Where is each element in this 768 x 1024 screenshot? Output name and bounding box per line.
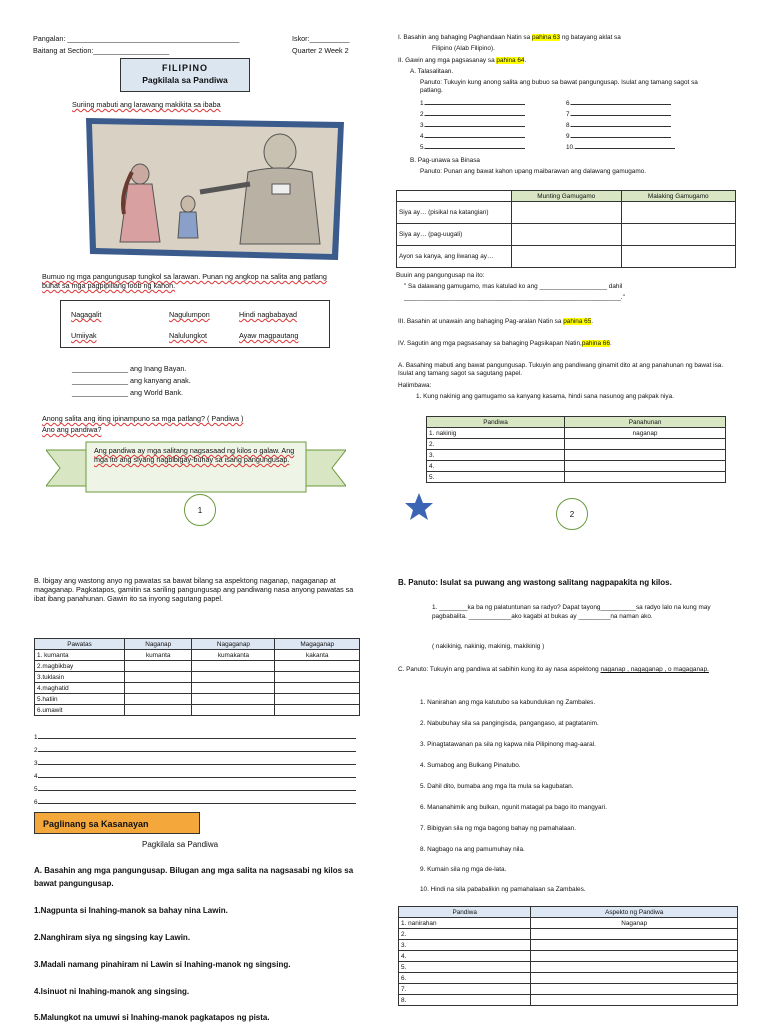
table-cell: 6.umawit bbox=[35, 705, 125, 716]
page-number-badge: 1 bbox=[184, 494, 216, 526]
buuin-quote: " Sa dalawang gamugamo, mas katulad ko ang ___________________ dahil bbox=[404, 283, 623, 290]
pag-unawa-panuto: Panuto: Punan ang bawat kahon upang maibarawan ang dalawang gamugamo. bbox=[420, 168, 646, 175]
puwang-item: 1. ________ka ba ng palatuntunan sa radyo? Dapat tayong__________sa radyo lalo na kung may pagbabalita. ____________ako kagabi at bukas ay _________na naman ako. bbox=[432, 604, 711, 620]
pawatas-table bbox=[34, 638, 360, 716]
table-cell: Naganap bbox=[531, 918, 738, 929]
table-cell: 1. nakinig bbox=[427, 428, 565, 439]
page-subtitle: Pagkilala sa Pandiwa bbox=[142, 75, 228, 85]
sentence-item: 3.Madali namang pinahiram ni Lawin si Inahing-manok ng singsing. bbox=[34, 960, 291, 969]
answer-lines-left: 1. 2. 3. 4. 5. bbox=[420, 100, 525, 155]
choice-item: Hindi nagbabayad bbox=[239, 310, 297, 319]
table-cell: 1. nanirahan bbox=[399, 918, 531, 929]
pagkilala-subtitle: Pagkilala sa Pandiwa bbox=[142, 840, 219, 849]
buuin-label: Buuin ang pangungusap na ito: bbox=[396, 272, 485, 279]
table-cell bbox=[565, 472, 726, 483]
table-cell: 5.hatiin bbox=[35, 694, 125, 705]
table-cell: 4. bbox=[399, 951, 531, 962]
puwang-choices: ( nakikinig, nakinig, makinig, makikinig ) bbox=[432, 643, 545, 650]
definition-text: Ang pandiwa ay mga salitang nagsasaad ng kilos o galaw. Ang mga ito ang siyang nagbibigay-buhay sa isang pangungusap. bbox=[94, 446, 295, 464]
definition-ribbon bbox=[46, 440, 346, 496]
c-sentence: 2. Nabubuhay sila sa pangingisda, pangangaso, at pagtatanim. bbox=[420, 720, 599, 727]
table-header: Pandiwa bbox=[427, 417, 565, 428]
talasalitaan-label: A. Talasalitaan. bbox=[410, 68, 454, 75]
sentence-item: 1.Nagpunta si Inahing-manok sa bahay nina Lawin. bbox=[34, 906, 228, 915]
table-cell: kumakanta bbox=[192, 650, 275, 661]
c-sentence: 7. Bibigyan sila ng mga bagong bahay ng pamahalaan. bbox=[420, 825, 576, 832]
pag-unawa-label: B. Pag-unawa sa Binasa bbox=[410, 157, 480, 164]
choice-item: Nagagalit bbox=[71, 310, 102, 319]
c-sentence: 9. Kumain sila ng mga de-lata. bbox=[420, 866, 507, 873]
blank-sentence: ______________ ang World Bank. bbox=[72, 388, 183, 397]
item-2: II. Gawin ang mga pagsasanay sa pahina 64. bbox=[398, 57, 527, 64]
c-sentence: 4. Sumabog ang Bulkang Pinatubo. bbox=[420, 762, 521, 769]
question-1: Anong salita ang iting ipinampuno sa mga patlang? ( Pandiwa ) bbox=[42, 414, 244, 423]
baitang-field: Baitang at Section:___________________ bbox=[33, 46, 170, 55]
table-cell: 2.magbikbay bbox=[35, 661, 125, 672]
pawatas-instruction: B. Ibigay ang wastong anyo ng pawatas sa bawat bilang sa aspektong naganap, nagaganap at magaganap. Pagkatapos, gamitin sa sariling pangungusap ang pandiwang nasa anyong pawatas sa ibat ibang panahunan. Gawin ito sa inyong sagutang papel. bbox=[34, 576, 354, 603]
table-cell: naganap bbox=[565, 428, 726, 439]
pangalan-field: Pangalan: ___________________________________________ bbox=[33, 34, 240, 43]
table-cell bbox=[565, 461, 726, 472]
gamugamo-table bbox=[396, 190, 736, 268]
iskor-field: Iskor:__________ bbox=[292, 34, 350, 43]
c-sentence: 8. Nagbago na ang pamumuhay nila. bbox=[420, 846, 525, 853]
title-box bbox=[120, 58, 250, 92]
sentence-item: 2.Nanghiram siya ng singsing kay Lawin. bbox=[34, 933, 191, 942]
table-cell bbox=[565, 439, 726, 450]
quarter-label: Quarter 2 Week 2 bbox=[292, 46, 349, 55]
halimbawa-example: 1. Kung nakinig ang gamugamo sa kanyang kasama, hindi sana nasunog ang pakpak niya. bbox=[416, 393, 674, 400]
table-cell: 4.maghatid bbox=[35, 683, 125, 694]
halimbawa-label: Halimbawa: bbox=[398, 382, 432, 389]
table-cell: 8. bbox=[399, 995, 531, 1006]
table-header: Magaganap bbox=[275, 639, 360, 650]
table-header: Panahunan bbox=[565, 417, 726, 428]
table-header: Pawatas bbox=[35, 639, 125, 650]
table-cell: 2. bbox=[399, 929, 531, 940]
aspekto-table bbox=[398, 906, 738, 1006]
choice-item: Umiiyak bbox=[71, 331, 97, 340]
bilugan-instruction: A. Basahin ang mga pangungusap. Bilugan ang mga salita na nagsasabi ng kilos sa bawat pangungusap. bbox=[34, 866, 354, 888]
table-cell: 1. kumanta bbox=[35, 650, 125, 661]
choice-item: Nagulumpon bbox=[169, 310, 210, 319]
table-header: Nagaganap bbox=[192, 639, 275, 650]
table-header: Munting Gamugamo bbox=[512, 191, 622, 202]
item-1: I. Basahin ang bahaging Paghandaan Natin sa pahina 63 ng batayang aklat sa bbox=[398, 34, 621, 41]
table-cell: kumanta bbox=[124, 650, 192, 661]
table-cell: 2. bbox=[427, 439, 565, 450]
bumuo-instruction: Bumuo ng mga pangungusap tungkol sa larawan. Punan ng angkop na salita ang patlang buhat sa mga pagpipiliang loob ng kahon. bbox=[42, 272, 327, 290]
table-cell: 3. bbox=[399, 940, 531, 951]
star-icon bbox=[404, 492, 434, 527]
table-cell bbox=[565, 450, 726, 461]
pandiwa-instruction: A. Basahing mabuti ang bawat pangungusap. Tukuyin ang pandiwang ginamit dito at ang panahunan ng bawat isa. Isulat ang tamang sagot sa sagutang papel. bbox=[398, 362, 724, 377]
c-sentence: 5. Dahil dito, bumaba ang mga Ita mula sa kagubatan. bbox=[420, 783, 574, 790]
instruction-text: Suriing mabuti ang larawang makikita sa ibaba bbox=[72, 100, 221, 109]
choice-item: Ayaw magpautang bbox=[239, 331, 299, 340]
table-header: Malaking Gamugamo bbox=[621, 191, 735, 202]
sentence-item: 4.Isinuot ni Inahing-manok ang singsing. bbox=[34, 987, 190, 996]
aspekto-panuto: C. Panuto: Tukuyin ang pandiwa at sabihin kung ito ay nasa aspektong naganap , nagaganap , o magaganap. bbox=[398, 666, 709, 673]
table-cell: 7. bbox=[399, 984, 531, 995]
sentence-lines: 1 2 3 4 5 6 bbox=[34, 734, 356, 812]
cartoon-illustration bbox=[80, 114, 350, 262]
table-cell: kakanta bbox=[275, 650, 360, 661]
table-header: Pandiwa bbox=[399, 907, 531, 918]
table-cell: 5. bbox=[427, 472, 565, 483]
table-header: Aspekto ng Pandiwa bbox=[531, 907, 738, 918]
page-title: FILIPINO bbox=[162, 63, 208, 73]
c-sentence: 1. Nanirahan ang mga katutubo sa kabundukan ng Zambales. bbox=[420, 699, 596, 706]
talasalitaan-panuto: Panuto: Tukuyin kung anong salita ang bubuo sa bawat pangungusap. Isulat ang tamang sagot sa patlang. bbox=[420, 79, 698, 94]
table-header: Naganap bbox=[124, 639, 192, 650]
table-header bbox=[397, 191, 512, 202]
table-cell: 3. bbox=[427, 450, 565, 461]
table-cell: 6. bbox=[399, 973, 531, 984]
c-sentence: 10. Hindi na sila pababalikin ng pamahalaan sa Zambales. bbox=[420, 886, 586, 893]
table-cell: Siya ay… (pag-uugali) bbox=[397, 224, 512, 246]
puwang-heading: B. Panuto: Isulat sa puwang ang wastong salitang nagpapakita ng kilos. bbox=[398, 578, 672, 587]
sentence-item: 5.Malungkot na umuwi si Inahing-manok pagkatapos ng pista. bbox=[34, 1013, 270, 1022]
paglinang-banner: Paglinang sa Kasanayan bbox=[34, 812, 200, 834]
table-cell: 5. bbox=[399, 962, 531, 973]
c-sentence: 3. Pinagtatawanan pa sila ng kapwa nila Pilipinong mag-aaral. bbox=[420, 741, 596, 748]
table-cell: Siya ay… (pisikal na katangian) bbox=[397, 202, 512, 224]
table-cell: 4. bbox=[427, 461, 565, 472]
question-2: Ano ang pandiwa? bbox=[42, 425, 102, 434]
choice-item: Nalulungkot bbox=[169, 331, 207, 340]
buuin-quote-end: _____________________________________________________________." bbox=[404, 294, 625, 301]
blank-sentence: ______________ ang Inang Bayan. bbox=[72, 364, 187, 373]
item-1-book: Filipino (Alab Filipino). bbox=[432, 45, 495, 52]
blank-sentence: ______________ ang kanyang anak. bbox=[72, 376, 191, 385]
item-4: IV. Sagutin ang mga pagsasanay sa bahaging Pagsikapan Natin,pahina 66. bbox=[398, 340, 612, 347]
c-sentence: 6. Mananahimik ang bulkan, ngunit matagal pa bago ito mangyari. bbox=[420, 804, 607, 811]
answer-lines-right: 6. 7. 8. 9. 10. bbox=[566, 100, 675, 155]
item-3: III. Basahin at unawain ang bahaging Pag-aralan Natin sa pahina 65. bbox=[398, 318, 594, 325]
page-number-badge: 2 bbox=[556, 498, 588, 530]
choices-box bbox=[60, 300, 330, 348]
table-cell: Ayon sa kanya, ang liwanag ay… bbox=[397, 246, 512, 268]
table-cell: 3.tuklasin bbox=[35, 672, 125, 683]
pandiwa-table bbox=[426, 416, 726, 483]
